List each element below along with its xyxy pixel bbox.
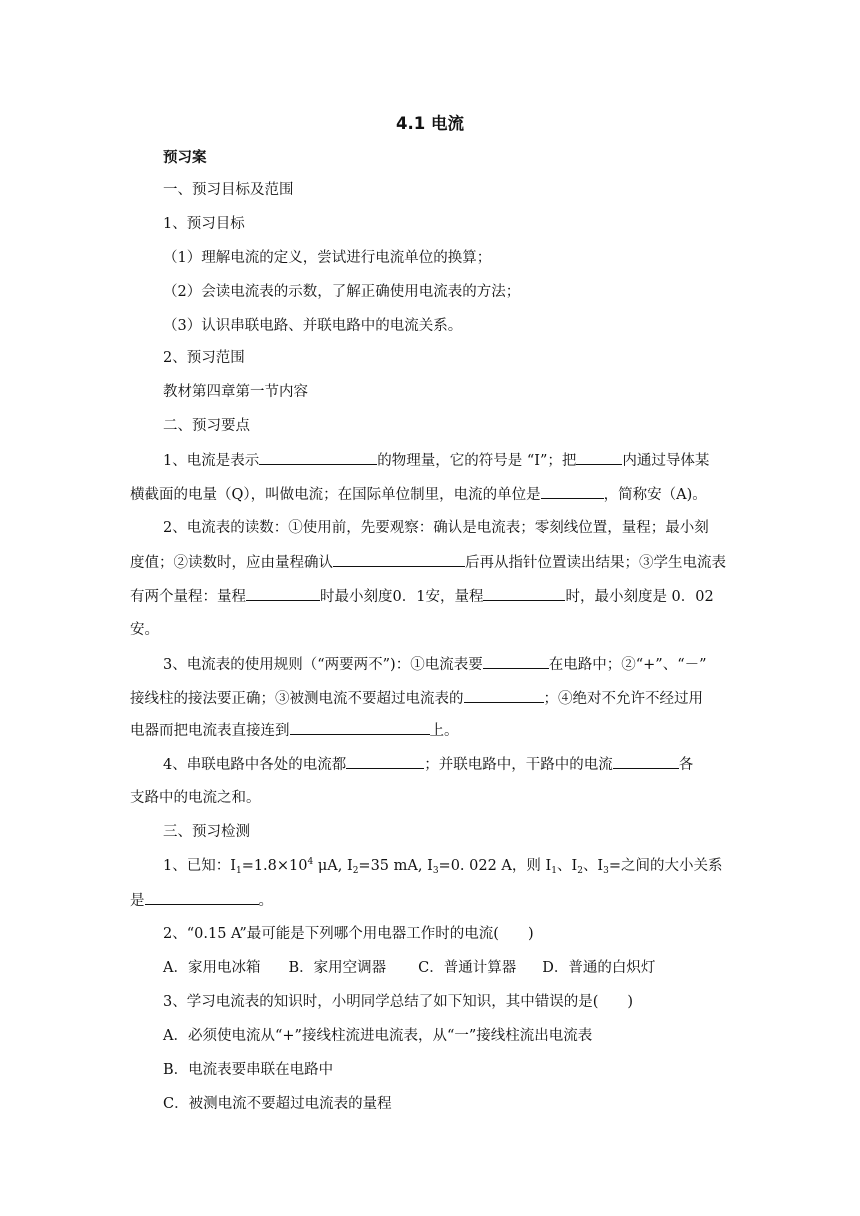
q1-text-i: 是: [130, 893, 145, 909]
point-3-text-c: 接线柱的接法要正确；③被测电流不要超过电流表的: [130, 691, 464, 707]
heading-goals: 1、预习目标: [163, 216, 245, 232]
fill-blank[interactable]: [613, 754, 679, 769]
q1-sub-4: 1: [551, 866, 557, 876]
point-2-line-2: [130, 552, 726, 573]
point-2-line-3: [130, 586, 714, 607]
point-4-line-1: [163, 754, 693, 775]
point-3-text-e: 电器而把电流表直接连到: [130, 723, 290, 739]
q1-sub-1: 1: [235, 866, 242, 876]
point-3-text-d: ；④绝对不允许不经过用: [543, 691, 703, 707]
q1-sub-5: 2: [577, 866, 583, 876]
goal-item-3: （3）认识串联电路、并联电路中的电流关系。: [163, 318, 463, 334]
point-4-line-2: 支路中的电流之和。: [130, 790, 261, 806]
goal-item-1: （1）理解电流的定义，尝试进行电流单位的换算；: [163, 250, 492, 266]
option-b[interactable]: B．家用空调器: [288, 960, 387, 976]
q1-text-j: 。: [258, 893, 273, 909]
option-d[interactable]: D．普通的白炽灯: [542, 960, 656, 976]
page-title: 4.1 电流: [396, 114, 464, 133]
q1-sub-6: 3: [603, 866, 609, 876]
fill-blank[interactable]: [576, 450, 622, 465]
q1-text-a: 1、已知：I: [163, 858, 236, 874]
point-1-text-e: ，简称安（A)。: [603, 487, 707, 503]
point-2-text-a: 度值；②读数时，应由量程确认: [130, 555, 333, 571]
q1-text-e: =0. 022 A，则 I: [438, 858, 552, 874]
fill-blank[interactable]: [333, 552, 465, 567]
point-2-text-e: 时，最小刻度是 0．02: [565, 589, 714, 605]
heading-scope: 2、预习范围: [163, 350, 245, 366]
heading-goals-scope: 一、预习目标及范围: [163, 182, 294, 198]
point-1-text-d: 横截面的电量（Q），叫做电流；在国际单位制里，电流的单位是: [130, 487, 541, 503]
point-2-line-1: 2、电流表的读数：①使用前，先要观察：确认是电流表；零刻线位置，量程；最小刻: [163, 520, 709, 536]
point-2-line-4: 安。: [130, 622, 159, 638]
point-1-line-1: [163, 450, 709, 471]
question-2-stem: 2、“0.15 A”最可能是下列哪个用电器工作时的电流( ): [163, 926, 534, 942]
point-2-text-d: 时最小刻度0．1安，量程: [320, 589, 484, 605]
q1-text-g: 、I: [582, 858, 604, 874]
q1-text-f: 、I: [556, 858, 578, 874]
question-3-option-b[interactable]: B．电流表要串联在电路中: [163, 1062, 334, 1078]
question-1-line-2: [130, 890, 273, 911]
fill-blank[interactable]: [541, 484, 604, 499]
point-3-line-1: [163, 654, 707, 675]
q1-text-b: =1.8×10: [241, 858, 308, 874]
fill-blank[interactable]: [483, 654, 549, 669]
point-4-text-c: 各: [678, 757, 694, 773]
point-2-text-c: 有两个量程：量程: [130, 589, 246, 605]
fill-blank[interactable]: [145, 890, 259, 905]
point-1-text-b: 的物理量，它的符号是 “I”；把: [377, 453, 577, 469]
question-3-stem: 3、学习电流表的知识时，小明同学总结了如下知识，其中错误的是( ): [163, 994, 634, 1010]
q1-text-d: =35 mA, I: [358, 858, 433, 874]
scope-text: 教材第四章第一节内容: [163, 384, 308, 400]
fill-blank[interactable]: [346, 754, 424, 769]
point-3-text-b: 在电路中；②“+”、“－”: [548, 657, 707, 673]
fill-blank[interactable]: [259, 450, 377, 465]
point-3-line-2: [130, 688, 703, 709]
fill-blank[interactable]: [290, 720, 430, 735]
fill-blank[interactable]: [246, 586, 320, 601]
point-3-text-f: 上。: [429, 723, 459, 739]
point-2-text-b: 后再从指针位置读出结果；③学生电流表: [465, 555, 726, 571]
point-3-line-3: [130, 720, 459, 741]
q1-sub-3: 3: [432, 866, 439, 876]
q1-sub-2: 2: [352, 866, 359, 876]
goal-item-2: （2）会读电流表的示数，了解正确使用电流表的方法；: [163, 284, 521, 300]
option-a[interactable]: A．家用电冰箱: [163, 960, 261, 976]
fill-blank[interactable]: [483, 586, 565, 601]
point-1-text-a: 1、电流是表示: [163, 453, 260, 469]
question-1-line-1: [163, 856, 723, 876]
q1-text-h: =之间的大小关系: [608, 858, 723, 874]
question-3-option-a[interactable]: A．必须使电流从“+”接线柱流进电流表，从“一”接线柱流出电流表: [163, 1028, 593, 1044]
q1-text-c: μA, I: [313, 858, 353, 874]
fill-blank[interactable]: [464, 688, 544, 703]
heading-self-check: 三、预习检测: [163, 824, 250, 840]
q1-sup: 4: [307, 857, 314, 867]
option-c[interactable]: C．普通计算器: [418, 960, 517, 976]
question-3-option-c[interactable]: C．被测电流不要超过电流表的量程: [163, 1096, 392, 1112]
point-4-text-a: 4、串联电路中各处的电流都: [163, 757, 347, 773]
question-2-options: [163, 958, 655, 978]
point-3-text-a: 3、电流表的使用规则（“两要两不”)：①电流表要: [163, 657, 483, 673]
point-1-line-2: [130, 484, 707, 505]
point-4-text-b: ；并联电路中，干路中的电流: [424, 757, 613, 773]
point-1-text-c: 内通过导体某: [622, 453, 710, 469]
heading-key-points: 二、预习要点: [163, 418, 250, 434]
section-heading-preview: 预习案: [163, 150, 207, 166]
